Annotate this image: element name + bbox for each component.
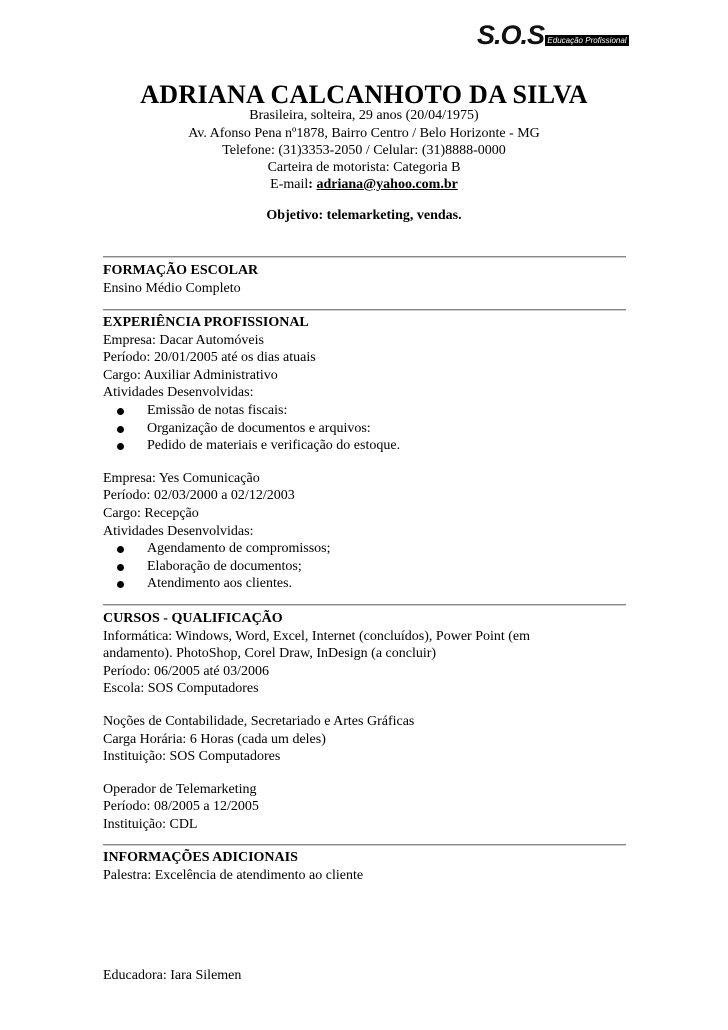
bullet-icon — [117, 443, 124, 450]
activity-text: Agendamento de compromissos; — [147, 541, 331, 557]
bullet-icon — [117, 426, 124, 433]
spacer — [103, 455, 633, 470]
course-line: Período: 06/2005 até 03/2006 — [103, 663, 270, 679]
divider — [103, 604, 626, 606]
spacer — [103, 766, 633, 781]
educator-footer: Educadora: Iara Silemen — [103, 968, 242, 983]
job-company: Empresa: Yes Comunicação — [103, 470, 260, 486]
course-line: Instituição: CDL — [103, 816, 198, 832]
course-line: Escola: SOS Computadores — [103, 681, 259, 697]
list-item — [103, 420, 633, 438]
list-item — [103, 540, 633, 558]
activity-text: Pedido de materiais e verificação do estoque. — [147, 438, 401, 454]
job-activities-list — [103, 540, 633, 593]
address: Av. Afonso Pena nº1878, Bairro Centro / Belo Horizonte - MG — [188, 126, 540, 141]
course-line: Noções de Contabilidade, Secretariado e Artes Gráficas — [103, 713, 415, 729]
course-line: Carga Horária: 6 Horas (cada um deles) — [103, 731, 326, 747]
section-title: CURSOS - QUALIFICAÇÃO — [103, 611, 283, 626]
bullet-icon — [117, 581, 124, 588]
job-role: Cargo: Auxiliar Administrativo — [103, 367, 278, 383]
bullet-icon — [117, 564, 124, 571]
spacer — [103, 698, 633, 713]
course-line: Período: 08/2005 a 12/2005 — [103, 799, 259, 815]
course-line: Informática: Windows, Word, Excel, Internet (concluídos), Power Point (em — [103, 628, 531, 644]
section-adicionais — [103, 849, 633, 884]
bullet-icon — [117, 546, 124, 553]
activity-text: Organização de documentos e arquivos: — [147, 420, 371, 436]
section-formacao — [103, 262, 633, 297]
job-period: Período: 20/01/2005 até os dias atuais — [103, 350, 316, 366]
candidate-name: ADRIANA CALCANHOTO DA SILVA — [140, 80, 588, 109]
divider — [103, 256, 626, 258]
divider — [103, 309, 626, 311]
logo-mark: S.O.S — [477, 20, 545, 50]
list-item — [103, 402, 633, 420]
job-role: Cargo: Recepção — [103, 505, 199, 521]
email-line — [0, 176, 728, 194]
formacao-value: Ensino Médio Completo — [103, 280, 241, 296]
activity-text: Emissão de notas fiscais: — [147, 402, 288, 418]
course-line: andamento). PhotoShop, Corel Draw, InDesign (a concluir) — [103, 646, 437, 662]
drivers-license: Carteira de motorista: Categoria B — [267, 160, 461, 175]
section-title: INFORMAÇÕES ADICIONAIS — [103, 850, 298, 865]
personal-info: Brasileira, solteira, 29 anos (20/04/1975) — [249, 108, 479, 123]
list-item — [103, 575, 633, 593]
adicionais-value: Palestra: Excelência de atendimento ao cliente — [103, 867, 364, 883]
section-title: FORMAÇÃO ESCOLAR — [103, 263, 259, 278]
job-period: Período: 02/03/2000 a 02/12/2003 — [103, 488, 295, 504]
bullet-icon — [117, 408, 124, 415]
section-cursos — [103, 610, 633, 834]
section-title: EXPERIÊNCIA PROFISSIONAL — [103, 315, 309, 330]
email-label: E-mail — [270, 177, 309, 192]
list-item — [103, 558, 633, 576]
activity-text: Atendimento aos clientes. — [147, 576, 293, 592]
job-activities-list — [103, 402, 633, 455]
email-separator: : — [308, 177, 317, 192]
divider — [103, 844, 626, 846]
activity-text: Elaboração de documentos; — [147, 558, 302, 574]
list-item — [103, 437, 633, 455]
sos-logo — [477, 22, 629, 48]
job-activities-label: Atividades Desenvolvidas: — [103, 523, 254, 539]
course-line: Instituição: SOS Computadores — [103, 749, 281, 765]
section-experiencia — [103, 314, 633, 593]
email-link[interactable]: adriana@yahoo.com.br — [316, 177, 458, 192]
job-company: Empresa: Dacar Automóveis — [103, 332, 264, 348]
course-line: Operador de Telemarketing — [103, 781, 257, 797]
logo-tagline: Educação Profissional — [545, 35, 629, 46]
objective: Objetivo: telemarketing, vendas. — [266, 208, 462, 223]
job-activities-label: Atividades Desenvolvidas: — [103, 385, 254, 401]
phone: Telefone: (31)3353-2050 / Celular: (31)8888-0000 — [222, 143, 506, 158]
